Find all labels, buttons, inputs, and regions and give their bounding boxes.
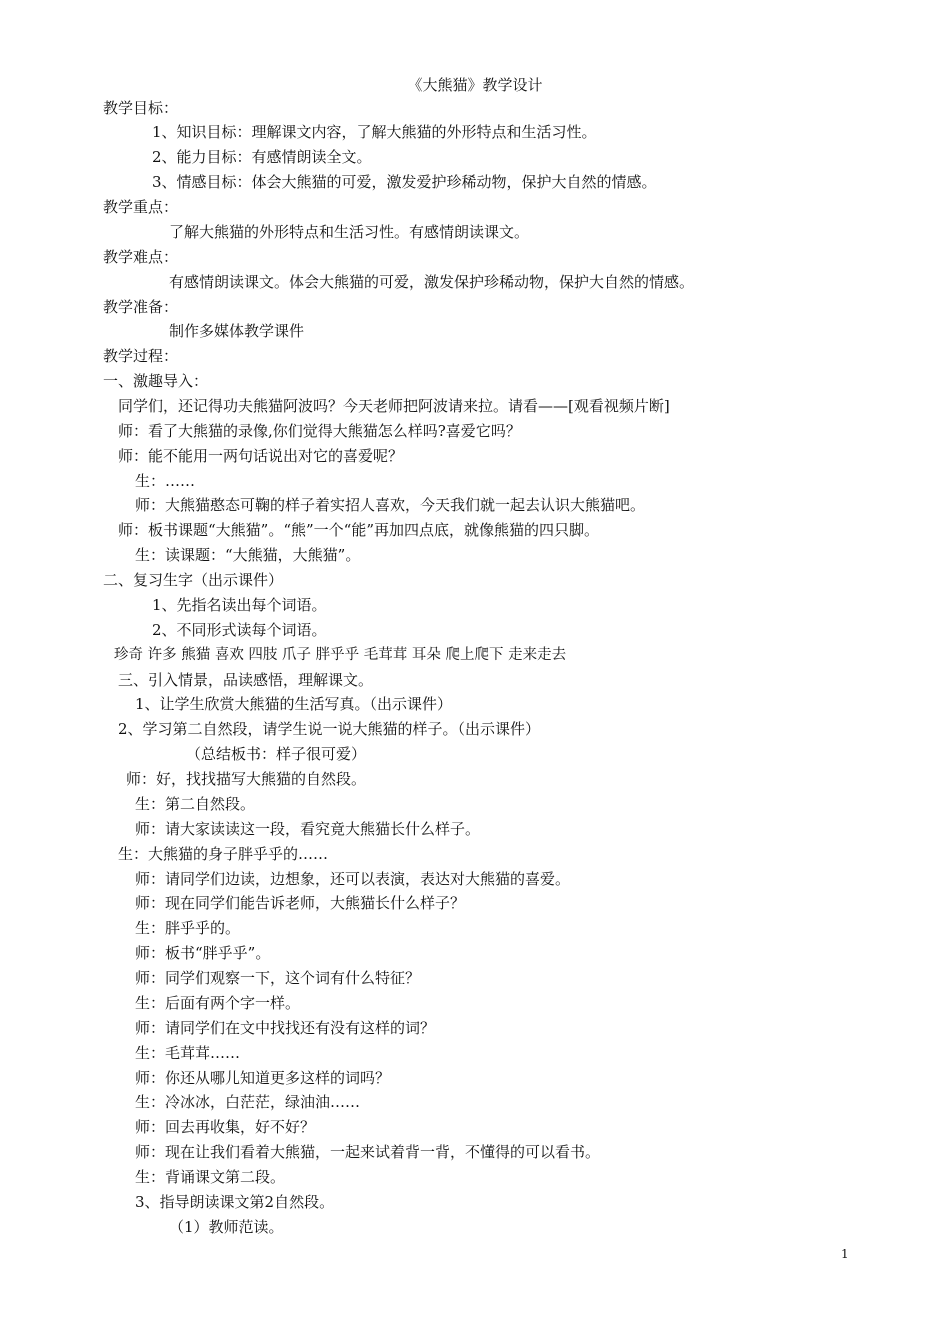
text-line: 师：现在同学们能告诉老师，大熊猫长什么样子？	[135, 894, 466, 912]
text-line: 了解大熊猫的外形特点和生活习性。有感情朗读课文。	[169, 223, 530, 241]
step-heading: 一、激趣导入：	[103, 372, 209, 390]
document-title: 《大熊猫》教学设计	[407, 76, 543, 94]
text-line: 师：好，找找描写大熊猫的自然段。	[126, 770, 367, 788]
text-line: 师：板书“胖乎乎”。	[135, 944, 271, 962]
text-line: 生：……	[135, 472, 196, 490]
text-line: 师：回去再收集，好不好？	[135, 1118, 316, 1136]
section-heading-key-points: 教学重点：	[103, 198, 179, 216]
section-heading-difficulties: 教学难点：	[103, 248, 179, 266]
text-line: 制作多媒体教学课件	[169, 322, 305, 340]
text-line: 师：能不能用一两句话说出对它的喜爱呢？	[118, 447, 404, 465]
text-line: 生：大熊猫的身子胖乎乎的……	[118, 845, 329, 863]
text-line: 师：同学们观察一下，这个词有什么特征？	[135, 969, 421, 987]
text-line: 生：冷冰冰，白茫茫，绿油油……	[135, 1093, 361, 1111]
text-line: 师：看了大熊猫的录像,你们觉得大熊猫怎么样吗?喜爱它吗？	[118, 422, 521, 440]
section-heading-preparation: 教学准备：	[103, 298, 179, 316]
text-line: 有感情朗读课文。体会大熊猫的可爱，激发保护珍稀动物，保护大自然的情感。	[169, 273, 695, 291]
text-line: 3、情感目标：体会大熊猫的可爱，激发爱护珍稀动物，保护大自然的情感。	[152, 173, 657, 191]
vocabulary-line: 珍奇 许多 熊猫 喜欢 四肢 爪子 胖乎乎 毛茸茸 耳朵 爬上爬下 走来走去	[114, 647, 567, 663]
text-line: 2、能力目标：有感情朗读全文。	[152, 148, 372, 166]
text-line: 生：背诵课文第二段。	[135, 1168, 286, 1186]
text-line: 1、先指名读出每个词语。	[152, 596, 327, 614]
text-line: 生：读课题：“大熊猫，大熊猫”。	[135, 546, 361, 564]
text-line: 同学们，还记得功夫熊猫阿波吗？今天老师把阿波请来拉。请看——[观看视频片断]	[118, 397, 670, 415]
text-line: 生：胖乎乎的。	[135, 919, 241, 937]
page-number: 1	[841, 1247, 849, 1261]
section-heading-process: 教学过程：	[103, 347, 179, 365]
text-line: 1、让学生欣赏大熊猫的生活写真。（出示课件）	[135, 695, 453, 713]
text-line: 生：第二自然段。	[135, 795, 256, 813]
text-line: 1、知识目标：理解课文内容，了解大熊猫的外形特点和生活习性。	[152, 123, 597, 141]
step-heading: 三、引入情景，品读感悟，理解课文。	[118, 671, 374, 689]
text-line: 3、指导朗读课文第2自然段。	[135, 1193, 335, 1211]
text-line: （总结板书：样子很可爱）	[186, 745, 367, 763]
text-line: 师：你还从哪儿知道更多这样的词吗？	[135, 1069, 391, 1087]
text-line: 2、学习第二自然段，请学生说一说大熊猫的样子。（出示课件）	[118, 720, 541, 738]
text-line: （1）教师范读。	[169, 1218, 284, 1236]
text-line: 师：板书课题“大熊猫”。“熊”一个“能”再加四点底，就像熊猫的四只脚。	[118, 521, 600, 539]
text-line: 师：现在让我们看着大熊猫，一起来试着背一背，不懂得的可以看书。	[135, 1143, 601, 1161]
text-line: 生：毛茸茸……	[135, 1044, 241, 1062]
step-heading: 二、复习生字（出示课件）	[103, 571, 284, 589]
section-heading-objectives: 教学目标：	[103, 99, 179, 117]
text-line: 生：后面有两个字一样。	[135, 994, 301, 1012]
text-line: 师：请同学们在文中找找还有没有这样的词？	[135, 1019, 436, 1037]
text-line: 2、不同形式读每个词语。	[152, 621, 327, 639]
text-line: 师：大熊猫憨态可鞠的样子着实招人喜欢，今天我们就一起去认识大熊猫吧。	[135, 496, 646, 514]
text-line: 师：请同学们边读，边想象，还可以表演，表达对大熊猫的喜爱。	[135, 870, 571, 888]
text-line: 师：请大家读读这一段，看究竟大熊猫长什么样子。	[135, 820, 481, 838]
